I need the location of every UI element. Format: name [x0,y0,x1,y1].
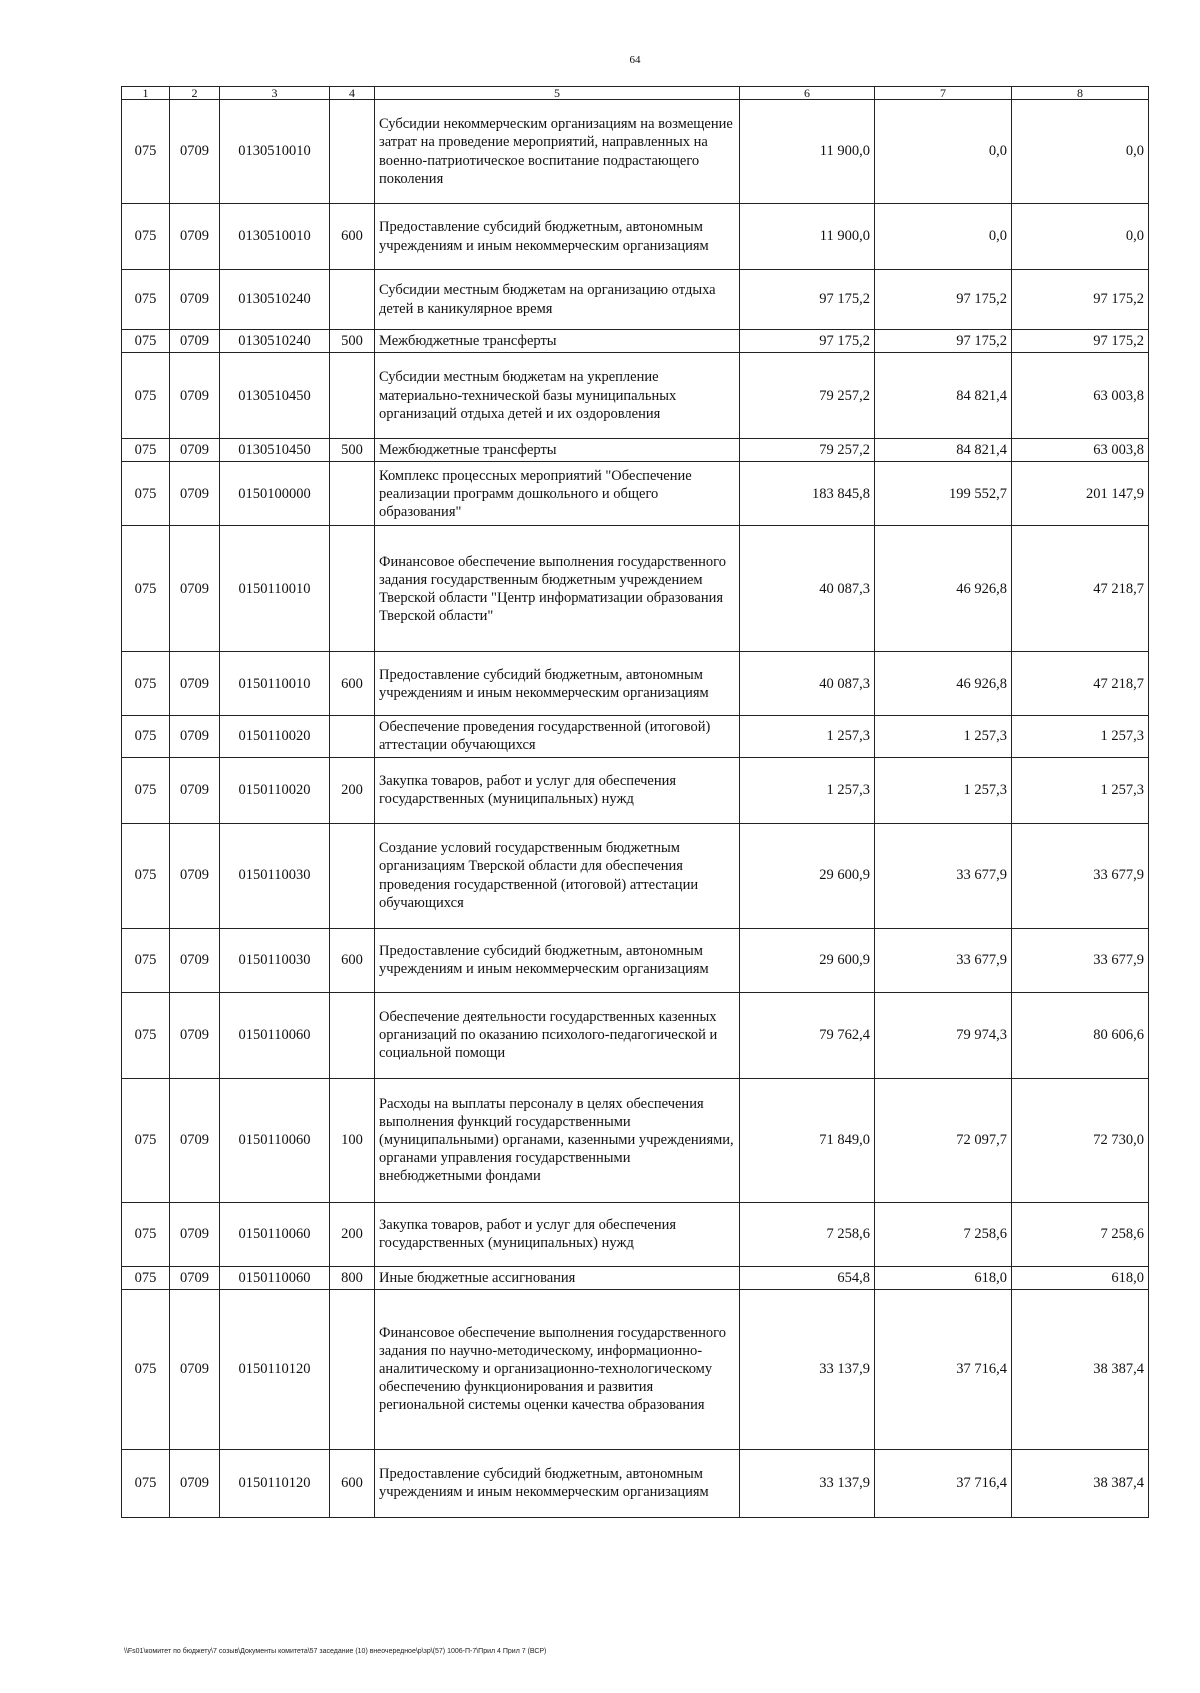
cell-amount-col7: 46 926,8 [875,652,1012,716]
cell-amount-col7: 0,0 [875,100,1012,204]
table-row [122,204,1149,270]
table-row [122,1266,1149,1289]
cell-admin-code: 075 [122,526,170,652]
cell-description: Расходы на выплаты персоналу в целях обеспечения выполнения функций государственными (муниципальными) органами, казенными учреждениями, органами управления государственными внебюджетными фондами [375,1078,740,1202]
cell-description: Предоставление субсидий бюджетным, автономным учреждениям и иным некоммерческим организациям [375,652,740,716]
cell-target-article: 0150110010 [220,652,330,716]
cell-section-code: 0709 [170,716,220,757]
cell-amount-col6: 97 175,2 [740,330,875,353]
table-row [122,1202,1149,1266]
cell-admin-code: 075 [122,1266,170,1289]
table-row [122,270,1149,330]
cell-amount-col7: 33 677,9 [875,928,1012,992]
cell-amount-col7: 7 258,6 [875,1202,1012,1266]
cell-description: Закупка товаров, работ и услуг для обеспечения государственных (муниципальных) нужд [375,757,740,823]
cell-expense-type [330,823,375,928]
cell-amount-col7: 72 097,7 [875,1078,1012,1202]
cell-expense-type: 500 [330,330,375,353]
cell-amount-col8: 80 606,6 [1012,992,1149,1078]
cell-description: Межбюджетные трансферты [375,330,740,353]
cell-expense-type [330,100,375,204]
col-header: 1 [122,87,170,100]
cell-expense-type [330,716,375,757]
cell-amount-col7: 0,0 [875,204,1012,270]
table-row [122,1078,1149,1202]
cell-amount-col6: 71 849,0 [740,1078,875,1202]
cell-section-code: 0709 [170,1289,220,1449]
cell-target-article: 0130510010 [220,204,330,270]
footer-file-path: \\Fs01\комитет по бюджету\7 созыв\Документы комитета\57 заседание (10) внеочередное\p\зр\(57) 1006-П-7\Прил 4 Прил 7 (ВСР) [124,1648,547,1655]
table-row [122,992,1149,1078]
cell-amount-col8: 38 387,4 [1012,1449,1149,1517]
cell-expense-type: 600 [330,1449,375,1517]
cell-description: Закупка товаров, работ и услуг для обеспечения государственных (муниципальных) нужд [375,1202,740,1266]
cell-admin-code: 075 [122,462,170,526]
cell-amount-col6: 79 257,2 [740,353,875,439]
table-row [122,462,1149,526]
cell-admin-code: 075 [122,1078,170,1202]
cell-target-article: 0150110060 [220,1266,330,1289]
cell-amount-col7: 1 257,3 [875,716,1012,757]
cell-admin-code: 075 [122,928,170,992]
table-row [122,439,1149,462]
cell-description: Предоставление субсидий бюджетным, автономным учреждениям и иным некоммерческим организациям [375,1449,740,1517]
cell-amount-col8: 97 175,2 [1012,270,1149,330]
cell-amount-col7: 84 821,4 [875,439,1012,462]
cell-amount-col6: 1 257,3 [740,716,875,757]
cell-amount-col7: 37 716,4 [875,1449,1012,1517]
col-header: 8 [1012,87,1149,100]
cell-amount-col8: 63 003,8 [1012,439,1149,462]
cell-amount-col8: 63 003,8 [1012,353,1149,439]
table-row [122,330,1149,353]
table-row [122,100,1149,204]
cell-target-article: 0130510010 [220,100,330,204]
cell-amount-col6: 183 845,8 [740,462,875,526]
cell-amount-col7: 37 716,4 [875,1289,1012,1449]
cell-target-article: 0150110060 [220,1078,330,1202]
cell-expense-type: 100 [330,1078,375,1202]
cell-section-code: 0709 [170,100,220,204]
cell-amount-col6: 29 600,9 [740,823,875,928]
cell-description: Иные бюджетные ассигнования [375,1266,740,1289]
cell-description: Обеспечение проведения государственной (итоговой) аттестации обучающихся [375,716,740,757]
cell-amount-col7: 199 552,7 [875,462,1012,526]
budget-table [121,86,1149,1518]
cell-section-code: 0709 [170,928,220,992]
cell-amount-col6: 40 087,3 [740,652,875,716]
table-row [122,353,1149,439]
cell-amount-col6: 11 900,0 [740,100,875,204]
column-number-row [122,87,1149,100]
cell-amount-col6: 654,8 [740,1266,875,1289]
cell-target-article: 0150110030 [220,823,330,928]
cell-expense-type: 600 [330,928,375,992]
cell-expense-type [330,270,375,330]
cell-description: Создание условий государственным бюджетным организациям Тверской области для обеспечения проведения государственной (итоговой) аттестации обучающихся [375,823,740,928]
cell-description: Предоставление субсидий бюджетным, автономным учреждениям и иным некоммерческим организациям [375,204,740,270]
cell-target-article: 0150110060 [220,992,330,1078]
cell-amount-col7: 1 257,3 [875,757,1012,823]
cell-admin-code: 075 [122,1202,170,1266]
cell-target-article: 0150110020 [220,716,330,757]
cell-amount-col7: 46 926,8 [875,526,1012,652]
cell-section-code: 0709 [170,353,220,439]
cell-amount-col6: 11 900,0 [740,204,875,270]
cell-amount-col6: 7 258,6 [740,1202,875,1266]
cell-expense-type: 800 [330,1266,375,1289]
cell-section-code: 0709 [170,204,220,270]
cell-amount-col8: 97 175,2 [1012,330,1149,353]
cell-amount-col8: 38 387,4 [1012,1289,1149,1449]
cell-admin-code: 075 [122,204,170,270]
cell-amount-col6: 33 137,9 [740,1449,875,1517]
table-row [122,652,1149,716]
cell-amount-col8: 33 677,9 [1012,928,1149,992]
cell-target-article: 0150110120 [220,1449,330,1517]
cell-description: Межбюджетные трансферты [375,439,740,462]
cell-expense-type [330,462,375,526]
cell-expense-type: 200 [330,1202,375,1266]
cell-amount-col8: 0,0 [1012,204,1149,270]
cell-target-article: 0150110030 [220,928,330,992]
cell-target-article: 0150100000 [220,462,330,526]
table-row [122,757,1149,823]
cell-amount-col6: 79 257,2 [740,439,875,462]
cell-amount-col8: 33 677,9 [1012,823,1149,928]
col-header: 6 [740,87,875,100]
cell-description: Обеспечение деятельности государственных казенных организаций по оказанию психолого-педагогической и социальной помощи [375,992,740,1078]
cell-admin-code: 075 [122,757,170,823]
cell-section-code: 0709 [170,270,220,330]
cell-amount-col7: 33 677,9 [875,823,1012,928]
cell-target-article: 0150110010 [220,526,330,652]
table-row [122,716,1149,757]
cell-target-article: 0130510240 [220,270,330,330]
cell-description: Финансовое обеспечение выполнения государственного задания по научно-методическому, информационно-аналитическому и организационно-технологическому обеспечению функционирования и развития региональной системы оценки качества образования [375,1289,740,1449]
cell-description: Комплекс процессных мероприятий "Обеспечение реализации программ дошкольного и общего образования" [375,462,740,526]
cell-amount-col8: 7 258,6 [1012,1202,1149,1266]
cell-section-code: 0709 [170,1449,220,1517]
cell-target-article: 0150110060 [220,1202,330,1266]
cell-admin-code: 075 [122,1449,170,1517]
col-header: 3 [220,87,330,100]
cell-amount-col7: 97 175,2 [875,330,1012,353]
cell-amount-col8: 0,0 [1012,100,1149,204]
table-row [122,526,1149,652]
cell-amount-col6: 33 137,9 [740,1289,875,1449]
table-row [122,928,1149,992]
cell-target-article: 0130510450 [220,439,330,462]
cell-admin-code: 075 [122,992,170,1078]
cell-amount-col8: 72 730,0 [1012,1078,1149,1202]
cell-target-article: 0150110020 [220,757,330,823]
cell-target-article: 0130510240 [220,330,330,353]
cell-amount-col6: 79 762,4 [740,992,875,1078]
col-header: 7 [875,87,1012,100]
cell-section-code: 0709 [170,1078,220,1202]
cell-amount-col6: 29 600,9 [740,928,875,992]
col-header: 4 [330,87,375,100]
table-row [122,1449,1149,1517]
cell-admin-code: 075 [122,100,170,204]
table-row [122,1289,1149,1449]
cell-expense-type [330,1289,375,1449]
cell-expense-type: 600 [330,652,375,716]
cell-expense-type [330,353,375,439]
cell-expense-type: 200 [330,757,375,823]
cell-admin-code: 075 [122,1289,170,1449]
cell-description: Субсидии местным бюджетам на укрепление материально-технической базы муниципальных организаций отдыха детей и их оздоровления [375,353,740,439]
cell-expense-type [330,992,375,1078]
cell-expense-type: 500 [330,439,375,462]
cell-admin-code: 075 [122,330,170,353]
cell-description: Субсидии местным бюджетам на организацию отдыха детей в каникулярное время [375,270,740,330]
cell-section-code: 0709 [170,526,220,652]
cell-amount-col7: 618,0 [875,1266,1012,1289]
cell-amount-col7: 97 175,2 [875,270,1012,330]
cell-description: Субсидии некоммерческим организациям на возмещение затрат на проведение мероприятий, направленных на военно-патриотическое воспитание подрастающего поколения [375,100,740,204]
cell-amount-col8: 1 257,3 [1012,757,1149,823]
cell-amount-col8: 618,0 [1012,1266,1149,1289]
cell-section-code: 0709 [170,652,220,716]
page-number: 64 [629,54,641,66]
cell-expense-type: 600 [330,204,375,270]
cell-amount-col6: 97 175,2 [740,270,875,330]
cell-admin-code: 075 [122,270,170,330]
cell-section-code: 0709 [170,462,220,526]
cell-admin-code: 075 [122,716,170,757]
cell-description: Финансовое обеспечение выполнения государственного задания государственным бюджетным учреждением Тверской области "Центр информатизации образования Тверской области" [375,526,740,652]
cell-expense-type [330,526,375,652]
cell-description: Предоставление субсидий бюджетным, автономным учреждениям и иным некоммерческим организациям [375,928,740,992]
cell-section-code: 0709 [170,823,220,928]
cell-amount-col8: 201 147,9 [1012,462,1149,526]
cell-target-article: 0130510450 [220,353,330,439]
cell-section-code: 0709 [170,330,220,353]
cell-admin-code: 075 [122,652,170,716]
cell-admin-code: 075 [122,439,170,462]
cell-section-code: 0709 [170,992,220,1078]
cell-amount-col7: 79 974,3 [875,992,1012,1078]
table-row [122,823,1149,928]
cell-admin-code: 075 [122,353,170,439]
cell-admin-code: 075 [122,823,170,928]
cell-amount-col6: 1 257,3 [740,757,875,823]
cell-section-code: 0709 [170,1266,220,1289]
cell-section-code: 0709 [170,439,220,462]
cell-section-code: 0709 [170,1202,220,1266]
cell-amount-col8: 1 257,3 [1012,716,1149,757]
cell-amount-col8: 47 218,7 [1012,652,1149,716]
cell-amount-col8: 47 218,7 [1012,526,1149,652]
col-header: 5 [375,87,740,100]
col-header: 2 [170,87,220,100]
cell-amount-col6: 40 087,3 [740,526,875,652]
cell-target-article: 0150110120 [220,1289,330,1449]
cell-amount-col7: 84 821,4 [875,353,1012,439]
cell-section-code: 0709 [170,757,220,823]
